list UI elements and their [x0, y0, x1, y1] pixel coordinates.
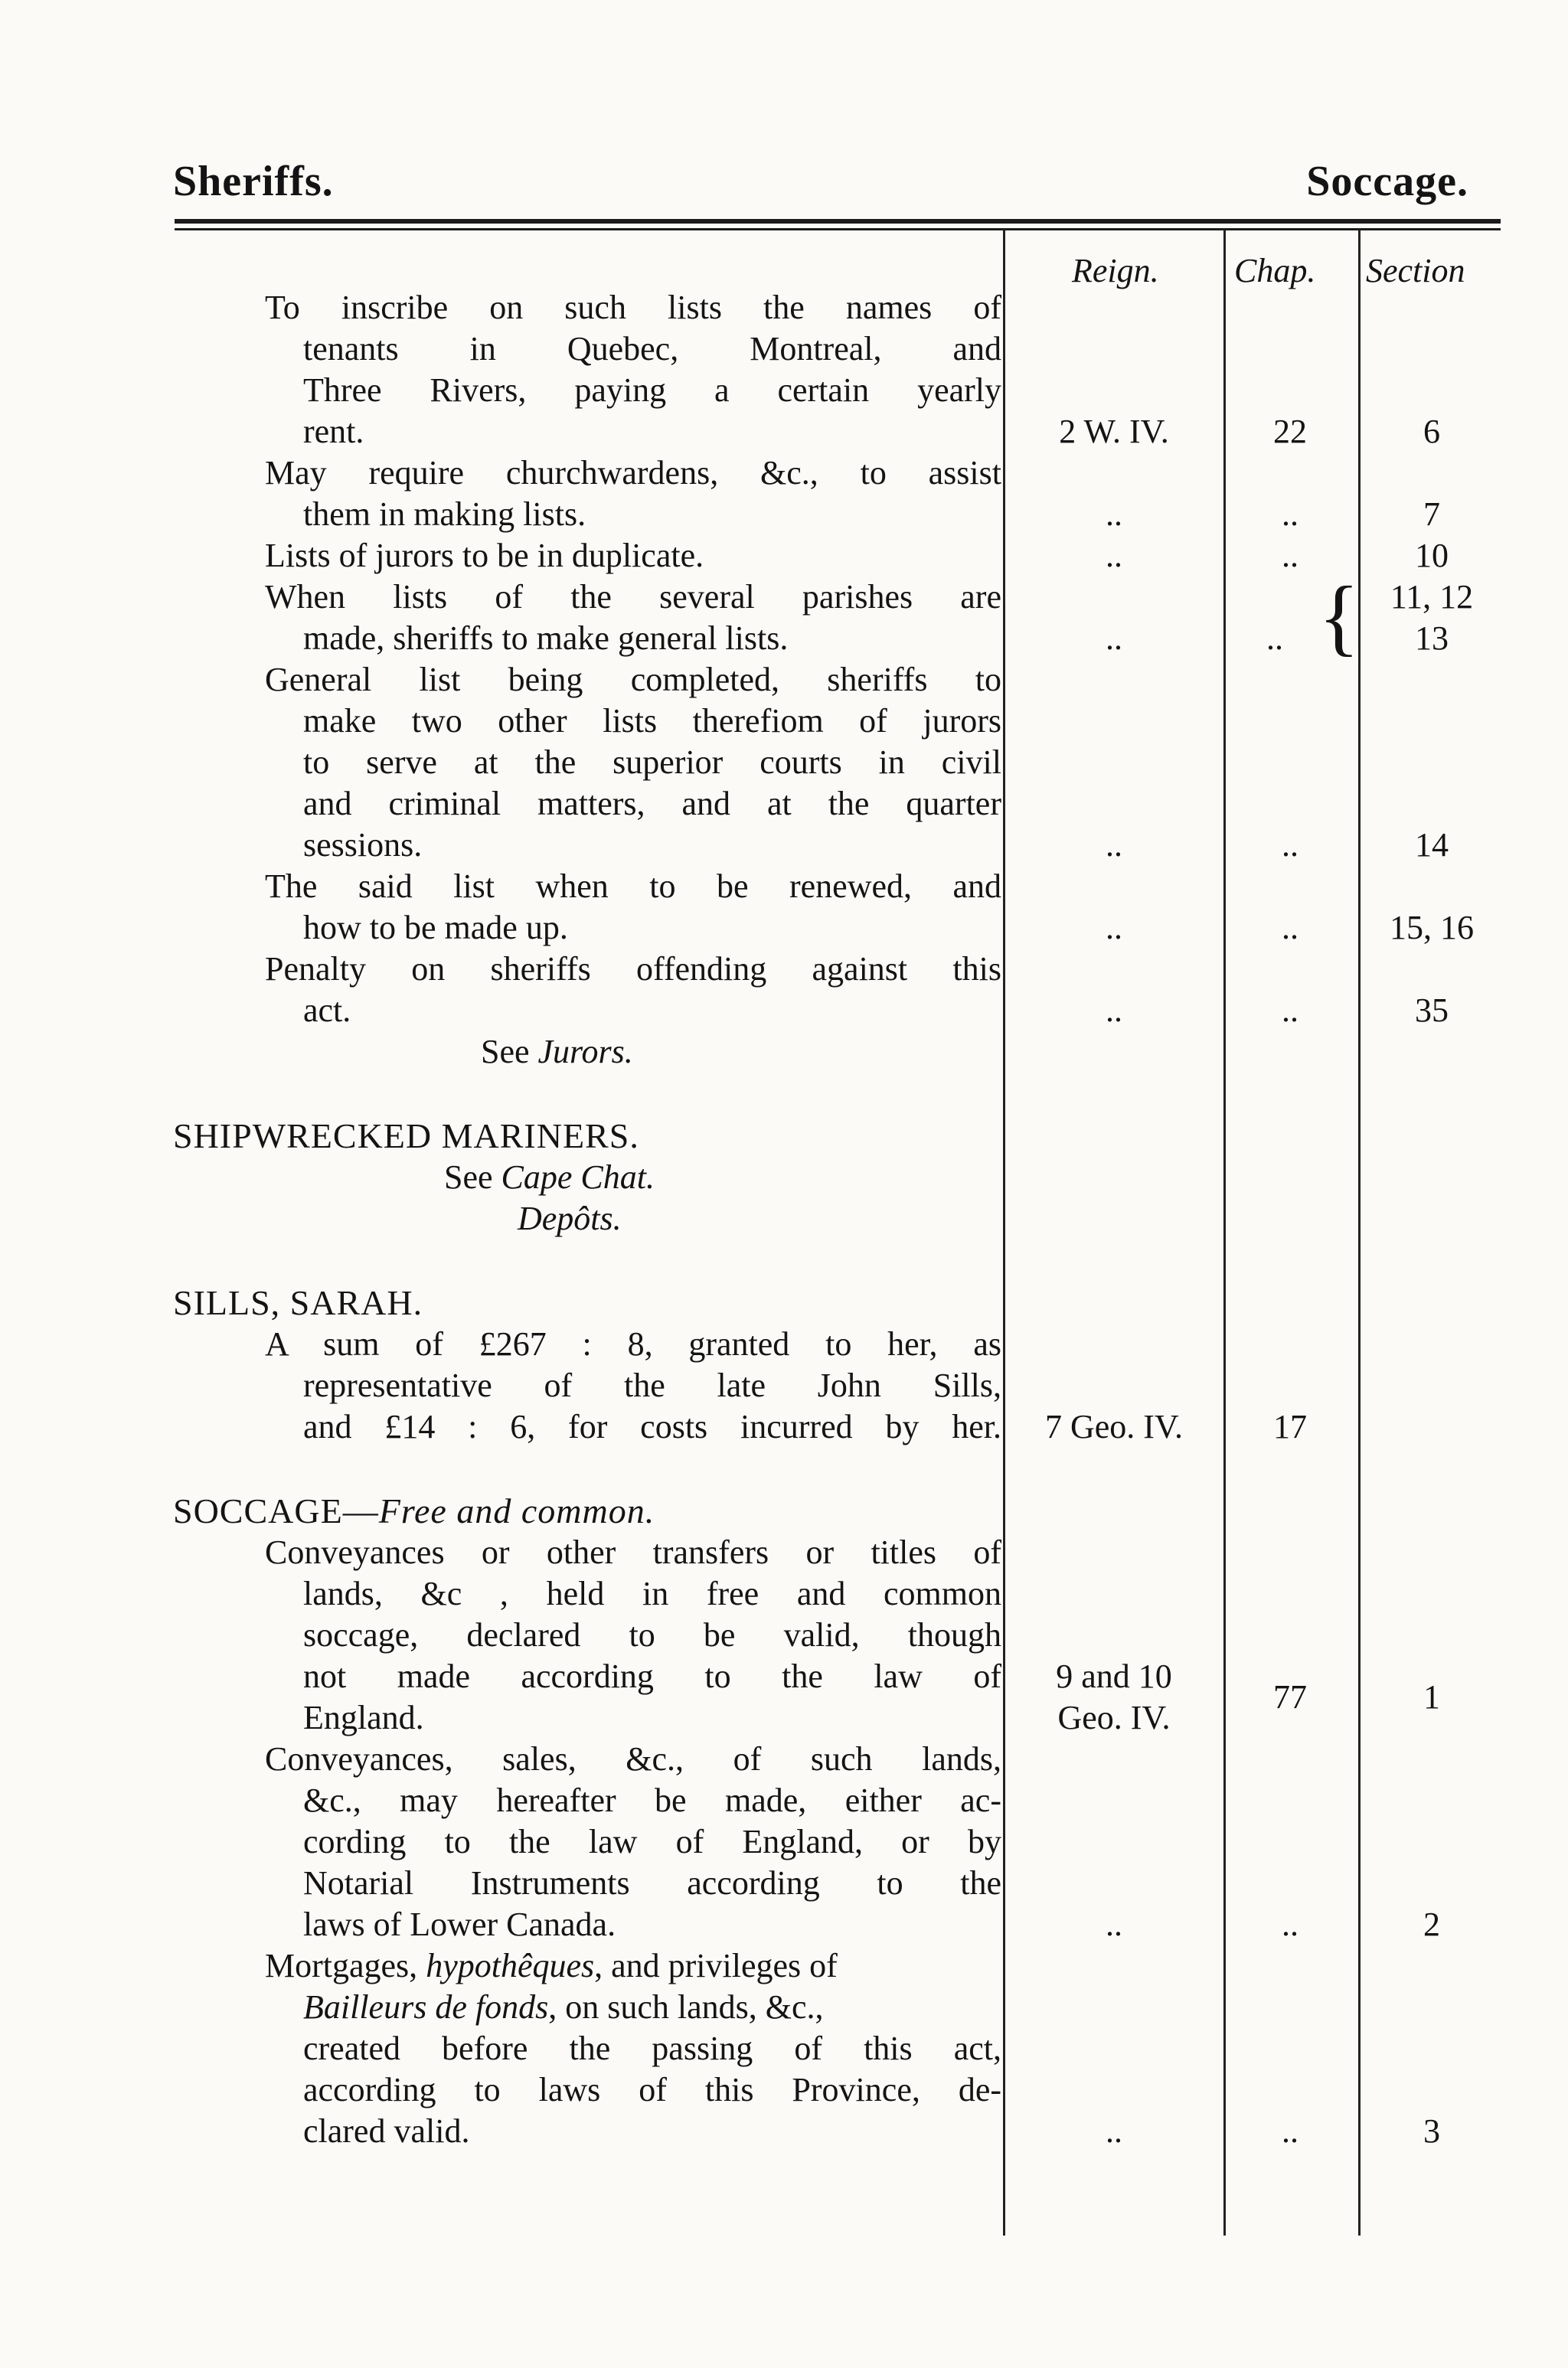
text-line: made, sheriffs to make general lists. [303, 619, 789, 657]
text-line: lands, &c , held in free and common [303, 1575, 1001, 1612]
text-line: Lists of jurors to be in duplicate. [265, 537, 704, 574]
text-line: General list being completed, sheriffs to [265, 661, 1001, 698]
chapter-ref: 22 [1273, 413, 1307, 450]
ditto-mark: .. [1106, 2112, 1122, 2150]
text-line: cording to the law of England, or by [303, 1823, 1001, 1860]
entry-heading [173, 1491, 655, 1532]
text-line: according to laws of this Province, de- [303, 2071, 1001, 2108]
ditto-mark: .. [1106, 537, 1122, 574]
text-line: to serve at the superior courts in civil [303, 743, 1001, 781]
reign-ref: Geo. IV. [1057, 1699, 1171, 1736]
entry-heading: SHIPWRECKED MARINERS. [173, 1116, 639, 1155]
text-line [265, 1945, 838, 1987]
text-line: &c., may hereafter be made, either ac- [303, 1782, 1001, 1819]
cross-reference [444, 1157, 655, 1198]
text-line: England. [303, 1699, 424, 1736]
ditto-mark: .. [1106, 826, 1122, 864]
reign-ref: 7 Geo. IV. [1044, 1408, 1184, 1445]
text-line: Conveyances, sales, &c., of such lands, [265, 1740, 1001, 1778]
reign-ref: 2 W. IV. [1059, 413, 1169, 450]
text-line: not made according to the law of [303, 1658, 1001, 1695]
heading-main: SOCCAGE— [173, 1491, 379, 1530]
text-line: and £14 : 6, for costs incurred by her. [303, 1408, 1001, 1445]
text-line: sessions. [303, 826, 423, 864]
ditto-mark: .. [1106, 495, 1122, 533]
text-line: To inscribe on such lists the names of [265, 289, 1001, 326]
text-run-italic: hypothêques [426, 1947, 595, 1984]
text-line: created before the passing of this act, [303, 2030, 1001, 2067]
section-ref: 11, 12 [1390, 578, 1474, 616]
see-label: See [481, 1033, 530, 1070]
see-label: See [444, 1158, 493, 1196]
text-line: soccage, declared to be valid, though [303, 1616, 1001, 1654]
text-line: A sum of £267 : 8, granted to her, as [265, 1325, 1001, 1363]
heading-subtitle: Free and common. [378, 1491, 655, 1530]
ditto-mark: .. [1266, 619, 1283, 657]
text-line: representative of the late John Sills, [303, 1367, 1001, 1404]
text-line: act. [303, 991, 351, 1029]
section-ref: 15, 16 [1390, 909, 1474, 946]
ditto-mark: .. [1282, 537, 1298, 574]
section-ref: 35 [1415, 991, 1449, 1029]
text-run: Mortgages, [265, 1947, 426, 1984]
running-head-left: Sheriffs. [173, 158, 334, 205]
section-ref: 3 [1423, 2112, 1440, 2150]
ditto-mark: .. [1282, 826, 1298, 864]
text-line: May require churchwardens, &c., to assist [265, 454, 1001, 492]
text-line: and criminal matters, and at the quarter [303, 785, 1001, 822]
text-line: Notarial Instruments according to the [303, 1864, 1001, 1902]
section-ref: 7 [1423, 495, 1440, 533]
column-header-section: Section [1366, 252, 1465, 289]
ditto-mark: .. [1282, 991, 1298, 1029]
text-line: tenants in Quebec, Montreal, and [303, 330, 1001, 367]
text-line [303, 1987, 824, 2028]
chapter-ref: 77 [1273, 1678, 1307, 1716]
text-line: The said list when to be renewed, and [265, 867, 1001, 905]
section-ref: 1 [1423, 1678, 1440, 1716]
text-run: , on such lands, &c., [548, 1988, 824, 2026]
cross-reference [518, 1198, 622, 1240]
reference-target: Cape Chat. [501, 1158, 655, 1196]
header-rule-thick [175, 219, 1501, 224]
column-rule-chap [1358, 230, 1361, 2236]
cross-reference [481, 1031, 633, 1073]
text-line: Three Rivers, paying a certain yearly [303, 371, 1001, 409]
ditto-mark: .. [1282, 909, 1298, 946]
running-head-right: Soccage. [1306, 158, 1468, 205]
text-line: make two other lists therefiom of jurors [303, 702, 1001, 740]
chapter-ref: 17 [1273, 1408, 1307, 1445]
section-ref: 10 [1415, 537, 1449, 574]
ditto-mark: .. [1282, 2112, 1298, 2150]
section-ref: 6 [1423, 413, 1440, 450]
header-rule-thin [175, 228, 1501, 230]
reference-target: Jurors. [537, 1033, 633, 1070]
text-run-italic: Bailleurs de fonds [303, 1988, 549, 2026]
reign-ref: 9 and 10 [1056, 1658, 1172, 1695]
entry-heading: SILLS, SARAH. [173, 1283, 423, 1322]
text-line: clared valid. [303, 2112, 470, 2150]
ditto-mark: .. [1282, 1906, 1298, 1943]
ditto-mark: .. [1106, 991, 1122, 1029]
ditto-mark: .. [1106, 619, 1122, 657]
ditto-mark: .. [1106, 909, 1122, 946]
column-header-chap: Chap. [1234, 252, 1316, 289]
section-ref: 2 [1423, 1906, 1440, 1943]
section-ref: 14 [1415, 826, 1449, 864]
text-line: how to be made up. [303, 909, 568, 946]
text-line: rent. [303, 413, 364, 450]
ditto-mark: .. [1282, 495, 1298, 533]
ditto-mark: .. [1106, 1906, 1122, 1943]
text-line: them in making lists. [303, 495, 586, 533]
column-header-reign: Reign. [1072, 252, 1159, 289]
text-line: laws of Lower Canada. [303, 1906, 616, 1943]
text-run: , and privileges of [594, 1947, 838, 1984]
text-line: Penalty on sheriffs offending against this [265, 950, 1001, 988]
reference-target: Depôts. [518, 1200, 622, 1237]
text-line: When lists of the several parishes are [265, 578, 1001, 616]
section-ref: 13 [1415, 619, 1449, 657]
text-line: Conveyances or other transfers or titles of [265, 1533, 1001, 1571]
brace: { [1318, 570, 1360, 665]
